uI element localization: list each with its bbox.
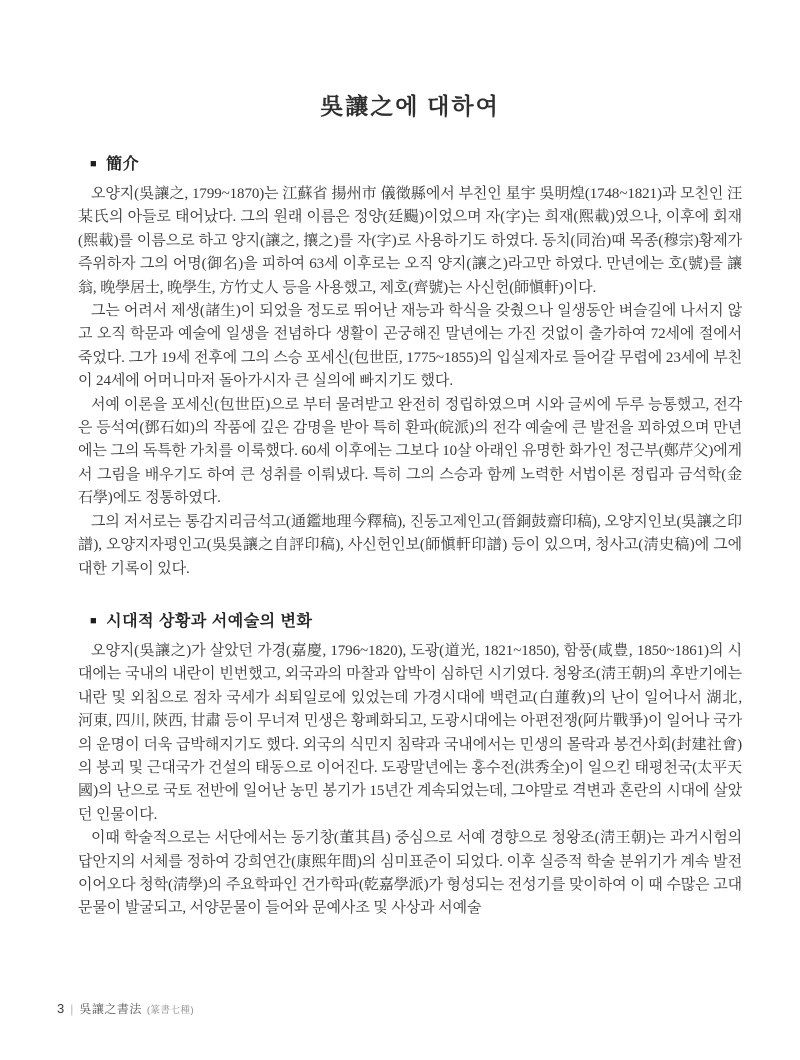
section-intro-header xyxy=(90,151,742,174)
paragraph: 이때 학술적으로는 서단에서는 동기창(董其昌) 중심으로 서예 경향으로 청왕조(淸王朝)는 과거시험의 답안지의 서체를 정하여 강희연간(康熙年間)의 심미표준이 되었다. 이후 실증적 학술 분위기가 계속 발전 이어오다 청학(淸學)의 주요학파인 건가학파(乾嘉學派)가 형성되는 전성기를 맞이하여 이 때 수많은 고대문물이 발굴되고, 서양문물이 들어와 문예사조 및 사상과 서예술 xyxy=(78,830,742,917)
square-bullet-icon: ■ xyxy=(90,614,98,627)
paragraph: 그는 어려서 제생(諸生)이 되었을 정도로 뛰어난 재능과 학식을 갖췄으나 일생동안 벼슬길에 나서지 않고 오직 학문과 예술에 일생을 전념하다 생활이 곤궁해진 말년에는 가진 것없이 출가하여 72세에 절에서 죽었다. 그가 19세 전후에 그의 스승 포세신(包世臣, 1775~1855)의 입실제자로 들어갈 무렵에 23세에 부친이 24세에 어머니마저 돌아가시자 큰 실의에 빠지기도 했다. xyxy=(78,303,742,390)
paragraph: 오양지(吳讓之, 1799~1870)는 江蘇省 揚州市 儀徵縣에서 부친인 星宇 吳明煌(1748~1821)과 모친인 汪某氏의 아들로 태어났다. 그의 원래 이름은 정양(廷颺)이었으며 자(字)는 희재(熙載)였으나, 이후에 회재(熙載)를 이름으로 하고 양지(讓之, 攘之)를 자(字)로 사용하기도 하였다. 동치(同治)때 목종(穆宗)황제가 즉위하자 그의 어명(御名)을 피하여 63세 이후로는 오직 양지(讓之)라고만 하였다. 만년에는 호(號)를 讓翁, 晚學居士, 晚學生, 方竹丈人 등을 사용했고, 제호(齊號)는 사신헌(師愼軒)이다. xyxy=(78,186,742,296)
footer-separator: | xyxy=(70,1002,74,1016)
page-footer xyxy=(57,1000,194,1017)
paragraph: 그의 저서로는 통감지리금석고(通鑑地理今釋稿), 진동고제인고(晉銅鼓齋印稿), 오양지인보(吳讓之印譜), 오양지자평인고(吳吳讓之自評印稿), 사신헌인보(師愼軒印譜) 등이 있으며, 청사고(淸史稿)에 그에 대한 기록이 있다. xyxy=(78,513,742,577)
footer-book-subtitle: (篆書七種) xyxy=(146,1005,195,1016)
footer-book-title: 吳讓之書法 xyxy=(79,1002,142,1016)
section-era-title: 시대적 상황과 서예술의 변화 xyxy=(106,612,313,630)
paragraph: 서예 이론을 포세신(包世臣)으로 부터 물려받고 완전히 정립하였으며 시와 글씨에 두루 능통했고, 전각은 등석여(鄧石如)의 작품에 깊은 감명을 받아 특히 환파(皖派)의 전각 예술에 큰 발전을 꾀하였으며 만년에는 그의 독특한 가치를 이룩했다. 60세 이후에는 그보다 10살 아래인 유명한 화가인 정근부(鄭芹父)에게서 그림을 배우기도 하여 큰 성취를 이뤄냈다. 특히 그의 스승과 함께 노력한 서법이론 정립과 금석학(金石學)에도 정통하였다. xyxy=(78,396,742,507)
square-bullet-icon: ■ xyxy=(90,158,98,170)
paragraph: 오양지(吳讓之)가 살았던 가경(嘉慶, 1796~1820), 도광(道光, 1821~1850), 함풍(咸豊, 1850~1861)의 시대에는 국내의 내란이 빈번했고, 외국과의 마찰과 압박이 심하던 시기였다. 청왕조(淸王朝)의 후반기에는 내란 및 외침으로 점차 국세가 쇠퇴일로에 있었는데 가경시대에 백련교(白蓮敎)의 난이 일어나서 湖北, 河東, 四川, 陝西, 甘肅 등이 무너져 민생은 황폐화되고, 도광시대에는 아편전쟁(阿片戰爭)이 일어나 국가의 운명이 더욱 급박해지기도 했다. 외국의 식민지 침략과 국내에서는 민생의 몰락과 봉건사회(封建社會)의 붕괴 및 근대국가 건설의 태동으로 이어진다. 도광말년에는 홍수전(洪秀全)이 일으킨 태평천국(太平天國)의 난으로 국토 전반에 일어난 농민 봉기가 15년간 계속되었는데, 그야말로 격변과 혼란의 시대에 살았던 인물이다. xyxy=(78,642,742,823)
section-intro-title: 簡介 xyxy=(106,156,140,173)
section-era-header xyxy=(90,608,742,631)
section-intro xyxy=(78,151,742,581)
footer-page-number: 3 xyxy=(57,1001,65,1016)
page-content xyxy=(78,88,742,921)
page-title: 吳讓之에 대하여 xyxy=(320,94,500,119)
section-era xyxy=(78,608,742,921)
